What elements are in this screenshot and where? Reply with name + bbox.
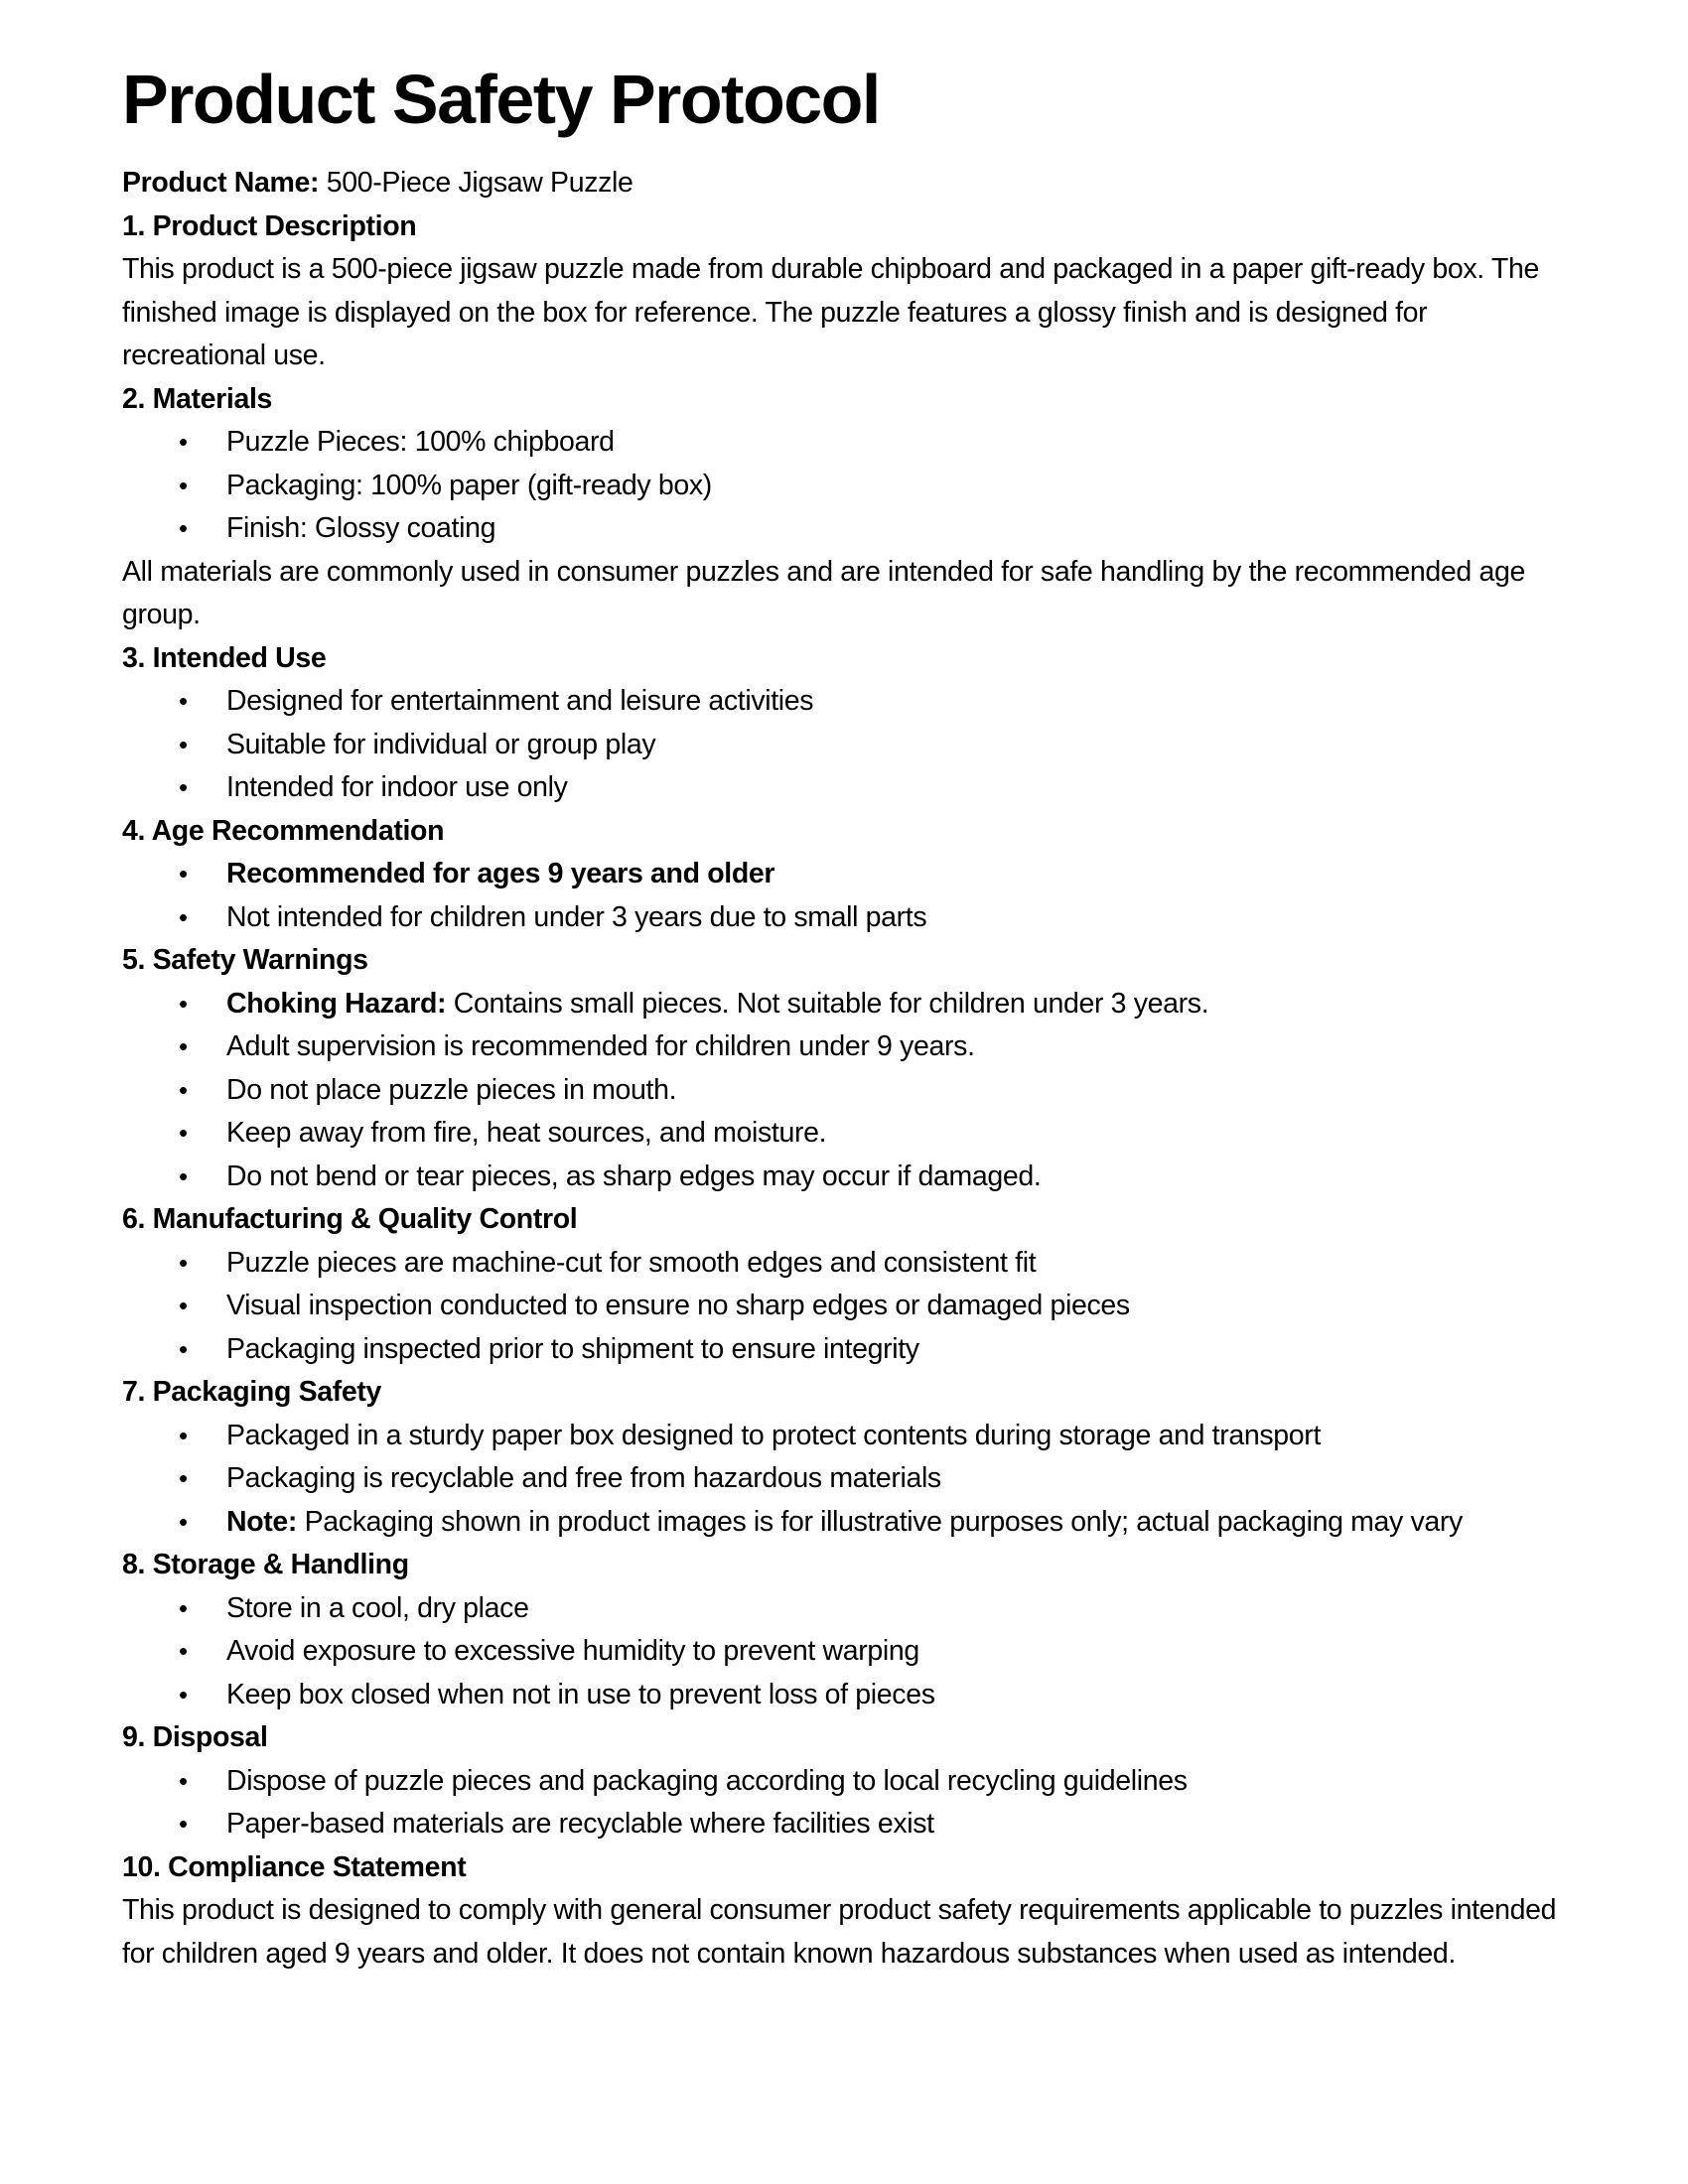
bullet-marker-icon: •: [179, 1679, 188, 1709]
bullet-text: [226, 1074, 676, 1106]
bullet-marker-icon: •: [179, 859, 188, 889]
bullet-item: [122, 1242, 1569, 1286]
section-heading: [122, 637, 1569, 681]
bullet-text: [226, 858, 774, 889]
bullet-item: [122, 507, 1569, 551]
section-heading: [122, 1198, 1569, 1242]
bullet-text: [226, 1635, 919, 1667]
text-run: Finish: Glossy coating: [226, 512, 496, 545]
bullet-item: [122, 1285, 1569, 1328]
bullet-item: [122, 1156, 1569, 1199]
bullet-item: [122, 896, 1569, 940]
text-run: Intended for indoor use only: [226, 771, 568, 804]
bullet-item: [122, 766, 1569, 810]
bullet-marker-icon: •: [179, 427, 188, 458]
text-run: This product is designed to comply with general consumer product safety requirements applicable to puzzles intended for children aged 9 years and older. It does not contain known hazardous substances when used as intended.: [122, 1894, 1557, 1970]
text-run: 4. Age Recommendation: [122, 814, 445, 847]
bullet-marker-icon: •: [179, 1291, 188, 1321]
bullet-marker-icon: •: [179, 1247, 188, 1278]
bullet-text: [226, 1462, 941, 1494]
bullet-text: [226, 1420, 1321, 1451]
text-run: 500-Piece Jigsaw Puzzle: [319, 167, 633, 200]
text-run: Do not bend or tear pieces, as sharp edges may occur if damaged.: [226, 1160, 1042, 1192]
bullet-text: [226, 426, 615, 458]
bullet-text: [226, 1506, 1463, 1538]
bullet-marker-icon: •: [179, 1160, 188, 1191]
bullet-item: [122, 465, 1569, 508]
bullet-marker-icon: •: [179, 1031, 188, 1062]
section-heading: [122, 1371, 1569, 1415]
text-run: 7. Packaging Safety: [122, 1376, 382, 1409]
bullet-item: [122, 1112, 1569, 1156]
bullet-item: [122, 1803, 1569, 1846]
bullet-text: [226, 1765, 1188, 1797]
bullet-marker-icon: •: [179, 1506, 188, 1537]
bullet-item: [122, 1457, 1569, 1501]
section-heading: [122, 1716, 1569, 1760]
text-run: Suitable for individual or group play: [226, 728, 656, 760]
bullet-marker-icon: •: [179, 772, 188, 803]
bullet-marker-icon: •: [179, 1463, 188, 1494]
bullet-text: [226, 1592, 529, 1624]
section-heading: [122, 810, 1569, 854]
bullet-item: [122, 1069, 1569, 1113]
bullet-text: [226, 512, 495, 544]
section-heading: [122, 1544, 1569, 1587]
bullet-item: [122, 1760, 1569, 1804]
section-heading: [122, 1846, 1569, 1890]
text-run: Packaging is recyclable and free from hazardous materials: [226, 1462, 941, 1495]
text-run: 5. Safety Warnings: [122, 944, 368, 977]
text-run: 2. Materials: [122, 382, 273, 415]
bullet-item: [122, 983, 1569, 1026]
bullet-text: [226, 729, 655, 760]
bullet-text: [226, 901, 926, 933]
section-heading: [122, 205, 1569, 249]
text-run: Packaging: 100% paper (gift-ready box): [226, 469, 712, 501]
bullet-marker-icon: •: [179, 686, 188, 717]
text-run: 8. Storage & Handling: [122, 1549, 409, 1581]
bullet-text: [226, 1808, 934, 1840]
bullet-text: [226, 1333, 919, 1365]
bullet-marker-icon: •: [179, 1074, 188, 1105]
bullet-item: [122, 680, 1569, 724]
bullet-marker-icon: •: [179, 988, 188, 1019]
bullet-item: [122, 1674, 1569, 1717]
bullet-text: [226, 470, 712, 501]
text-run: Store in a cool, dry place: [226, 1591, 529, 1624]
bullet-text: [226, 1290, 1130, 1321]
bullet-item: [122, 724, 1569, 767]
bullet-marker-icon: •: [179, 1592, 188, 1623]
text-run: 9. Disposal: [122, 1721, 268, 1754]
bullet-text: [226, 1160, 1041, 1192]
bullet-marker-icon: •: [179, 729, 188, 759]
text-run: 1. Product Description: [122, 209, 417, 242]
text-run: Paper-based materials are recyclable where facilities exist: [226, 1808, 934, 1841]
document-title: [122, 58, 1569, 142]
section-heading: [122, 378, 1569, 422]
bullet-marker-icon: •: [179, 1636, 188, 1667]
bullet-marker-icon: •: [179, 1420, 188, 1450]
text-run: Puzzle Pieces: 100% chipboard: [226, 426, 615, 459]
bullet-text: [226, 771, 568, 803]
text-run: Dispose of puzzle pieces and packaging according to local recycling guidelines: [226, 1764, 1188, 1797]
bullet-marker-icon: •: [179, 513, 188, 544]
bold-run: Product Name:: [122, 167, 320, 200]
bullet-marker-icon: •: [179, 1333, 188, 1364]
text-run: 3. Intended Use: [122, 641, 327, 674]
bullet-item: [122, 1587, 1569, 1631]
text-run: Do not place puzzle pieces in mouth.: [226, 1073, 677, 1106]
bullet-marker-icon: •: [179, 1118, 188, 1149]
paragraph: [122, 248, 1569, 378]
paragraph: [122, 1889, 1569, 1976]
bullet-text: [226, 685, 813, 717]
text-run: Product Safety Protocol: [122, 61, 880, 138]
bullet-text: [226, 1679, 935, 1710]
bold-run: Note:: [226, 1505, 298, 1538]
bold-run: Choking Hazard:: [226, 987, 447, 1020]
bullet-marker-icon: •: [179, 901, 188, 932]
bold-run: Recommended for ages 9 years and older: [226, 858, 775, 890]
bullet-item: [122, 1328, 1569, 1372]
text-run: Packaging inspected prior to shipment to ensure integrity: [226, 1332, 919, 1365]
text-run: Designed for entertainment and leisure activities: [226, 685, 814, 718]
text-run: 10. Compliance Statement: [122, 1850, 467, 1883]
bullet-marker-icon: •: [179, 1809, 188, 1840]
text-run: Keep box closed when not in use to prevent loss of pieces: [226, 1678, 935, 1710]
text-run: Keep away from fire, heat sources, and moisture.: [226, 1117, 827, 1150]
bullet-item: [122, 1630, 1569, 1674]
bullet-item: [122, 421, 1569, 465]
paragraph: [122, 551, 1569, 637]
bullet-text: [226, 1117, 826, 1149]
bullet-item: [122, 1415, 1569, 1458]
section-heading: [122, 939, 1569, 983]
text-run: Puzzle pieces are machine-cut for smooth edges and consistent fit: [226, 1246, 1037, 1279]
bullet-marker-icon: •: [179, 470, 188, 500]
text-run: Not intended for children under 3 years due to small parts: [226, 900, 927, 933]
text-run: Avoid exposure to excessive humidity to prevent warping: [226, 1635, 919, 1668]
text-run: Packaging shown in product images is for illustrative purposes only; actual packaging may vary: [297, 1505, 1463, 1538]
text-run: 6. Manufacturing & Quality Control: [122, 1203, 578, 1236]
bullet-text: [226, 988, 1208, 1020]
bullet-text: [226, 1247, 1036, 1279]
bullet-item: [122, 853, 1569, 896]
bullet-item: [122, 1501, 1569, 1545]
text-run: Packaged in a sturdy paper box designed to protect contents during storage and transport: [226, 1419, 1322, 1451]
bullet-text: [226, 1030, 975, 1062]
text-run: Contains small pieces. Not suitable for children under 3 years.: [446, 987, 1209, 1020]
text-run: Visual inspection conducted to ensure no sharp edges or damaged pieces: [226, 1290, 1130, 1322]
labeled-paragraph: [122, 162, 1569, 205]
bullet-marker-icon: •: [179, 1765, 188, 1796]
text-run: This product is a 500-piece jigsaw puzzle made from durable chipboard and packaged in a paper gift-ready box. The finished image is displayed on the box for reference. The puzzle features a glossy finish and is designed for recreational use.: [122, 253, 1539, 372]
text-run: Adult supervision is recommended for children under 9 years.: [226, 1030, 975, 1063]
bullet-item: [122, 1025, 1569, 1069]
text-run: All materials are commonly used in consumer puzzles and are intended for safe handling by the recommended age group.: [122, 555, 1525, 631]
